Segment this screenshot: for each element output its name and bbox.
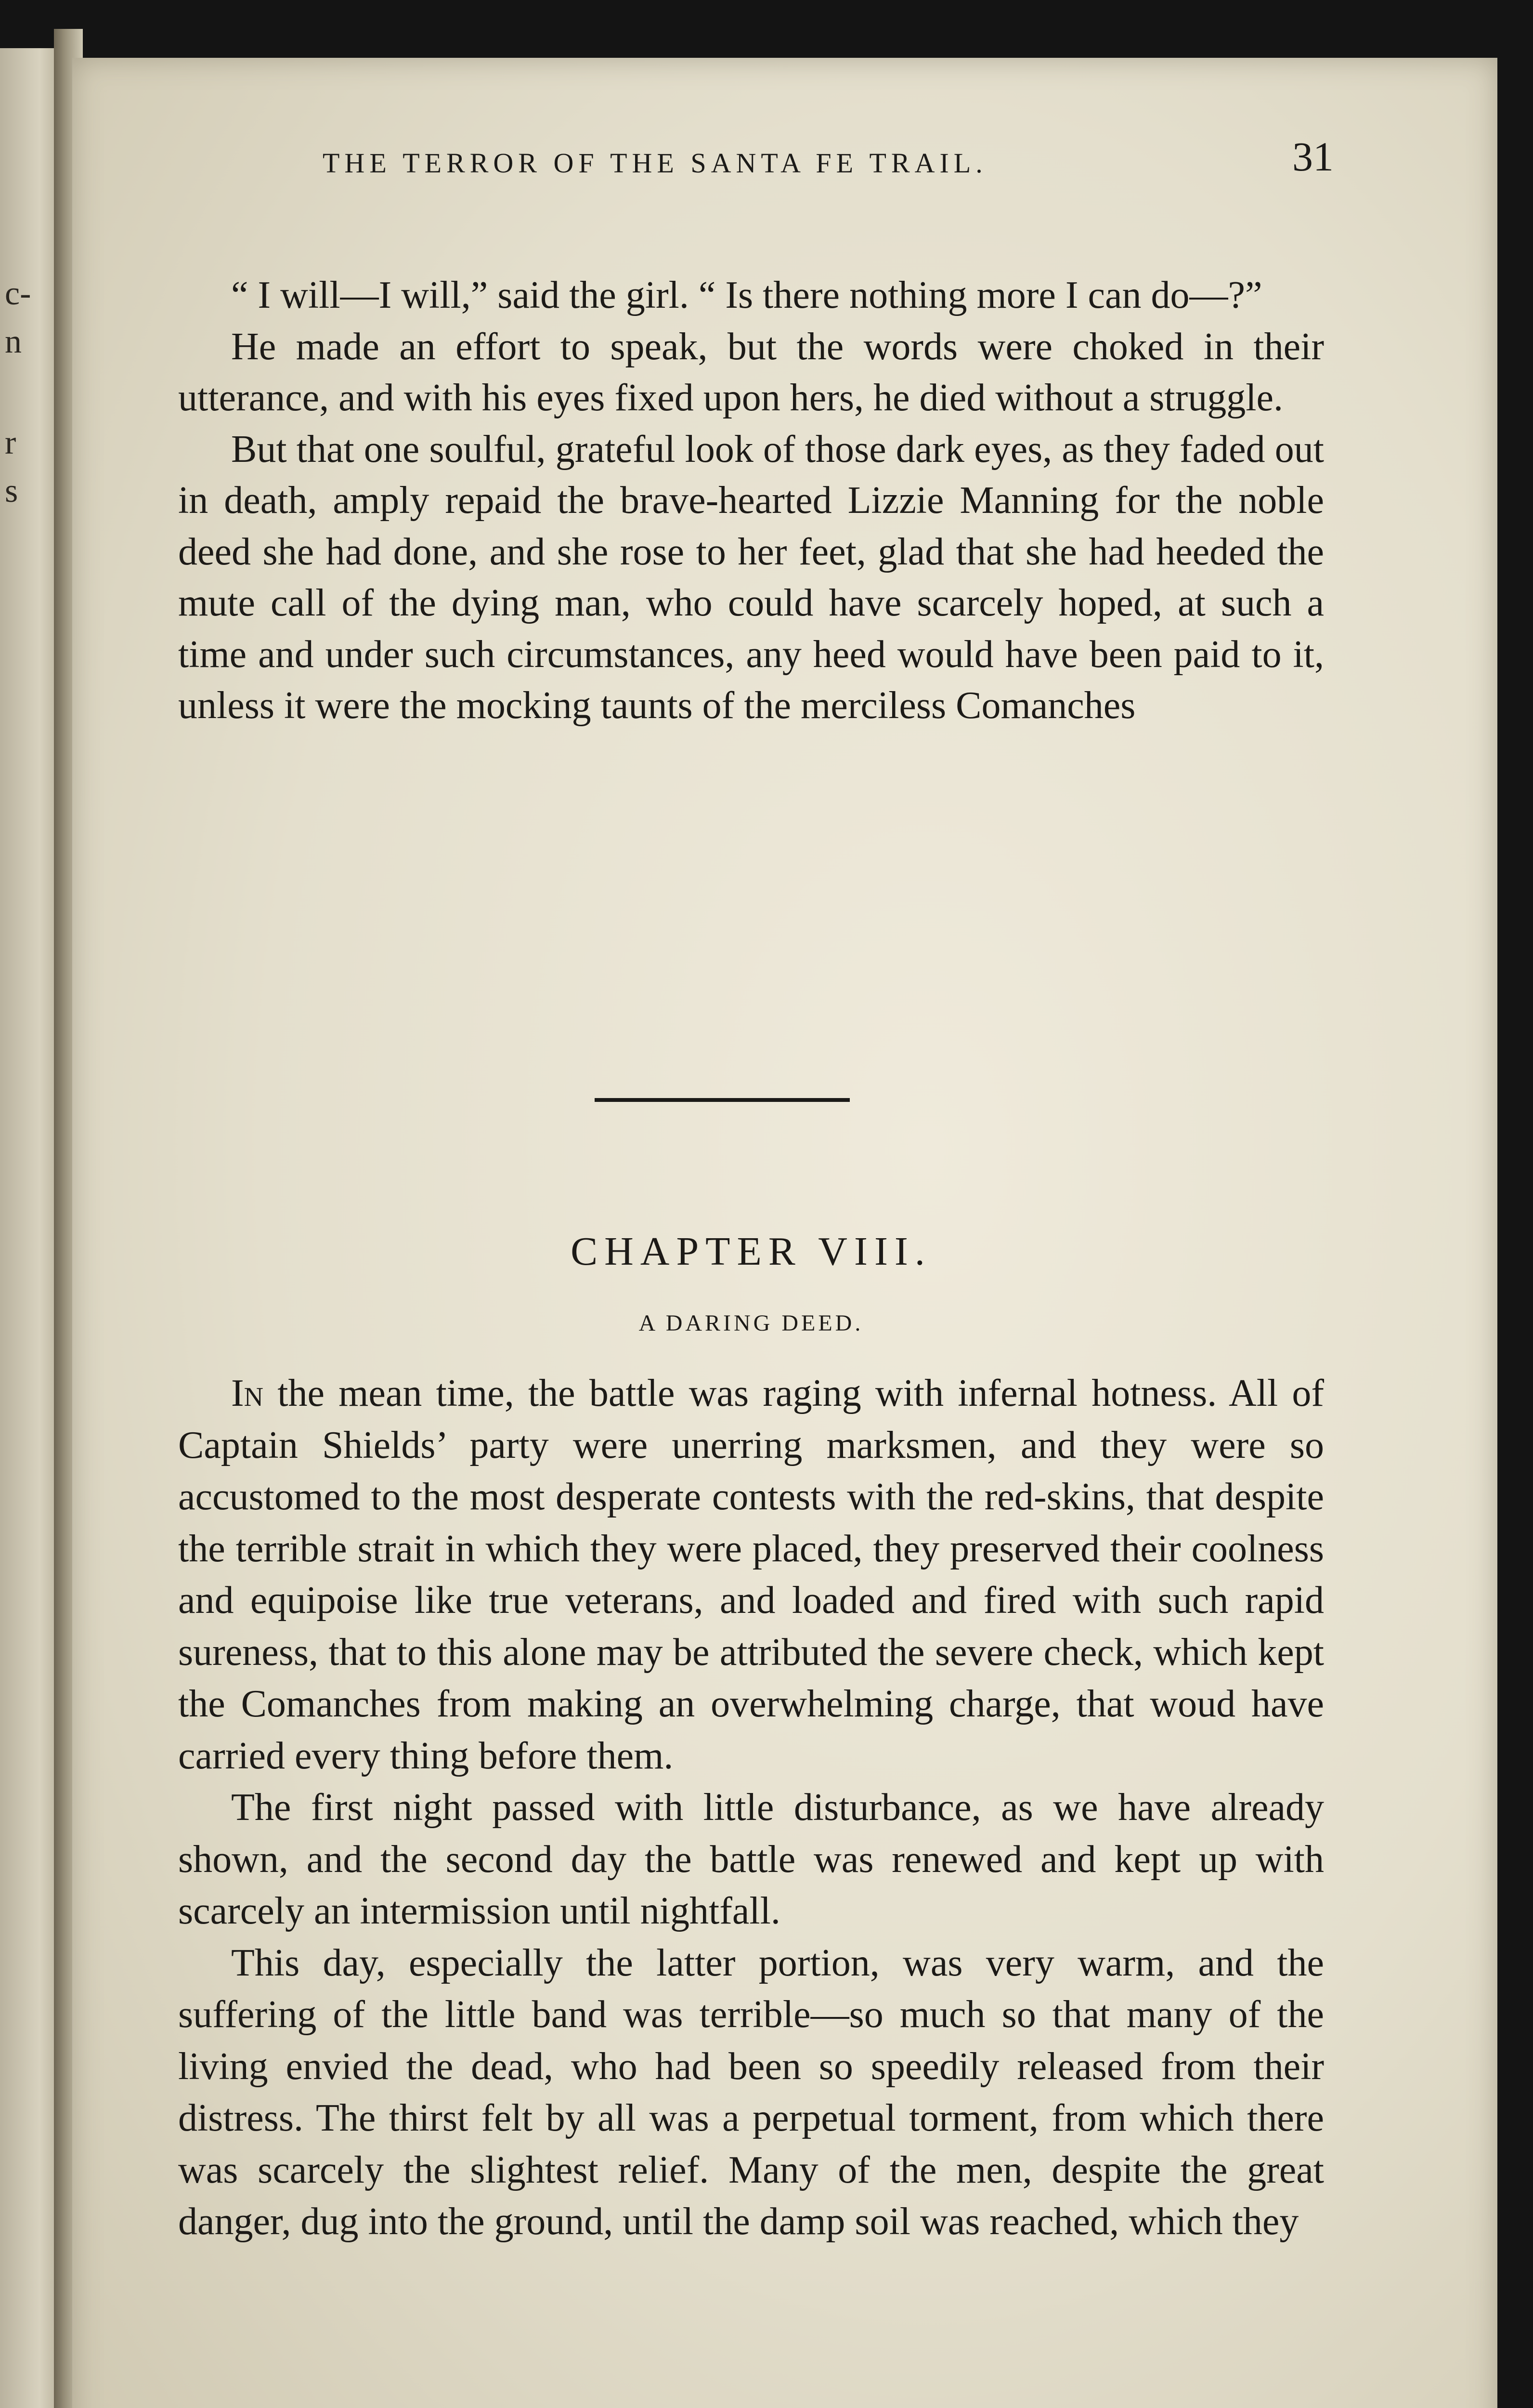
chapter-title: CHAPTER VIII. [571, 1229, 932, 1274]
section-divider-rule [595, 1098, 850, 1102]
fragment-text: r [5, 424, 16, 461]
page-header [178, 128, 1334, 195]
paragraph-text: the mean time, the battle was raging with infernal hotness. All of Captain Shields’ party were unerring marksmen, and they were so accustomed to the most desperate contests with the red-skins, that despite the terrible strait in which they were placed, they preserved their coolness and equipoise like true veterans, and loaded and fired with such rapid sureness, that to this alone may be attributed the severe check, which kept the Comanches from making an overwhelming charge, that woud have carried every thing before them. [178, 1372, 1324, 1777]
section-1-text [178, 270, 1324, 732]
fragment-text: n [5, 323, 22, 360]
paragraph: The first night passed with little disturbance, as we have already shown, and the second day the battle was renewed and kept up with scarcely an intermission until nightfall. [178, 1786, 1324, 1932]
paragraph: He made an effort to speak, but the words were choked in their utterance, and with his eyes fixed upon hers, he died without a struggle. [178, 325, 1324, 419]
section-2-text [178, 1368, 1324, 2248]
paragraph: “ I will—I will,” said the girl. “ Is there nothing more I can do—?” [231, 274, 1262, 316]
page-number: 31 [1292, 133, 1334, 180]
paragraph: This day, especially the latter portion, was very warm, and the suffering of the little band was terrible—so much so that many of the living envied the dead, who had been so speedily released from their distress. The thirst felt by all was a perpetual torment, from which there was scarcely the slightest relief. Many of the men, despite the great danger, dug into the ground, until the damp soil was reached, which they [178, 1941, 1324, 2243]
first-word: In [231, 1372, 264, 1414]
fragment-text: c- [5, 275, 31, 312]
paragraph [178, 1368, 1324, 1782]
fragment-text: s [5, 472, 18, 510]
chapter-subtitle: A DARING DEED. [638, 1310, 864, 1336]
paragraph: But that one soulful, grateful look of those dark eyes, as they faded out in death, amply repaid the brave-hearted Lizzie Manning for the noble deed she had done, and she rose to her feet, glad that she had heeded the mute call of the dying man, who could have scarcely hoped, at such a time and under such circumstances, any heed would have been paid to it, unless it were the mocking taunts of the merciless Comanches [178, 428, 1324, 727]
running-head: THE TERROR OF THE SANTA FE TRAIL. [323, 147, 987, 179]
